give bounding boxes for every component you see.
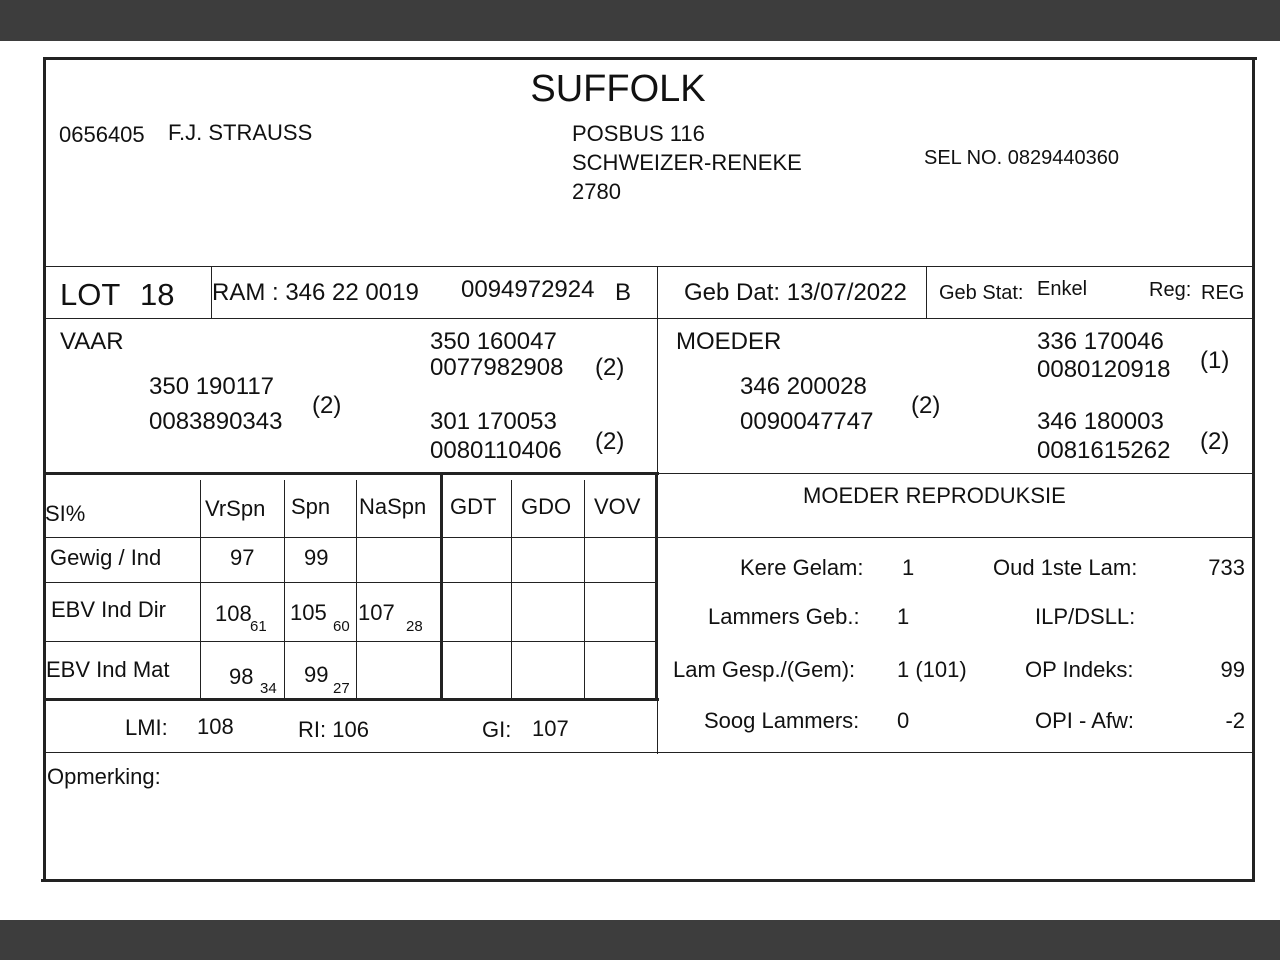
gi-label: GI: — [482, 717, 512, 742]
perf-col-line-3 — [356, 480, 357, 699]
ram-label: RAM : 346 22 0019 — [212, 279, 419, 306]
dam-dam-id: 346 180003 — [1037, 408, 1164, 435]
perf-top-right-line — [659, 473, 1254, 474]
card-border-top — [43, 57, 1257, 60]
perf-col-line-2 — [284, 480, 285, 699]
birth-status-value: Enkel — [1037, 278, 1088, 300]
perf-header-line — [45, 537, 1254, 538]
sire-dam-id: 301 170053 — [430, 408, 557, 435]
perf-header-vrspn: VrSpn — [205, 496, 266, 521]
card-border-right — [1252, 57, 1255, 882]
row-ebv-dir-naspn: 107 — [358, 600, 395, 625]
lot-label: LOT — [60, 277, 121, 312]
row-ebv-dir-vrspn: 108 — [215, 601, 252, 626]
lot-row-top-line — [45, 266, 1254, 267]
sire-dam-number: 0080110406 — [430, 437, 562, 464]
address-line-2: SCHWEIZER-RENEKE — [572, 150, 802, 175]
sel-no: SEL NO. 0829440360 — [924, 147, 1119, 169]
row-ebv-dir-spn-sub: 60 — [333, 618, 350, 635]
row-ebv-dir-naspn-sub: 28 — [406, 618, 423, 635]
row-ebv-mat-spn-sub: 27 — [333, 680, 350, 697]
birth-date: Geb Dat: 13/07/2022 — [684, 279, 907, 306]
kere-gelam-label: Kere Gelam: — [740, 555, 864, 580]
registration-label: Reg: — [1149, 279, 1192, 301]
lot-row-bottom-line — [45, 318, 1254, 319]
ram-grade: B — [615, 279, 632, 306]
lammers-geb-label: Lammers Geb.: — [708, 604, 860, 629]
address-line-1: POSBUS 116 — [572, 121, 705, 146]
soog-value: 0 — [897, 708, 910, 733]
op-indeks-label: OP Indeks: — [1025, 657, 1134, 682]
perf-row1-line — [45, 582, 657, 583]
opi-afw-value: -2 — [1225, 708, 1245, 733]
sire-number: 0083890343 — [149, 408, 283, 435]
dam-dam-code: (2) — [1200, 428, 1230, 455]
row-ebv-mat-vrspn-sub: 34 — [260, 680, 277, 697]
dam-id: 346 200028 — [740, 373, 867, 400]
sire-dam-code: (2) — [595, 428, 625, 455]
perf-top-border — [45, 472, 659, 475]
perf-col-line-4 — [440, 473, 443, 701]
lam-gesp-label: Lam Gesp./(Gem): — [673, 657, 856, 682]
perf-right-border — [655, 473, 658, 701]
perf-header-naspn: NaSpn — [359, 494, 427, 519]
card-border-left — [43, 57, 46, 882]
row-label-weight: Gewig / Ind — [50, 545, 162, 570]
dam-reproduction-title: MOEDER REPRODUKSIE — [803, 483, 1066, 508]
sire-sire-code: (2) — [595, 354, 625, 381]
breed-title: SUFFOLK — [530, 68, 706, 110]
dam-label: MOEDER — [676, 328, 782, 355]
dam-sire-code: (1) — [1200, 347, 1230, 374]
breeder-name: F.J. STRAUSS — [168, 120, 313, 145]
op-indeks-value: 99 — [1220, 657, 1245, 682]
indexes-bottom-line — [45, 752, 1254, 753]
oud-lam-value: 733 — [1208, 555, 1245, 580]
dam-sire-number: 0080120918 — [1037, 356, 1171, 383]
lmi-label: LMI: — [125, 715, 168, 740]
oud-lam-label: Oud 1ste Lam: — [993, 555, 1138, 580]
row-ebv-dir-vrspn-sub: 61 — [250, 618, 267, 635]
perf-header-vov: VOV — [594, 494, 641, 519]
perf-header-gdo: GDO — [521, 494, 572, 519]
bottom-frame-bar — [0, 920, 1280, 960]
perf-header-gdt: GDT — [450, 494, 497, 519]
lmi-value: 108 — [197, 714, 234, 739]
perf-bottom-border — [45, 698, 659, 701]
breeder-code: 0656405 — [59, 122, 145, 147]
row-ebv-mat-spn: 99 — [304, 662, 329, 687]
dam-code: (2) — [911, 392, 941, 419]
sire-label: VAAR — [60, 328, 124, 355]
gi-value: 107 — [532, 716, 569, 741]
perf-corner: SI% — [45, 501, 86, 526]
registration-value: REG — [1201, 282, 1245, 304]
row-weight-vrspn: 97 — [230, 545, 255, 570]
perf-col-line-5 — [511, 480, 512, 699]
dam-dam-number: 0081615262 — [1037, 437, 1171, 464]
row-weight-spn: 99 — [304, 545, 329, 570]
remarks-label: Opmerking: — [47, 764, 161, 789]
opi-afw-label: OPI - Afw: — [1035, 708, 1135, 733]
lammers-geb-value: 1 — [897, 604, 910, 629]
perf-header-spn: Spn — [291, 494, 331, 519]
address-line-3: 2780 — [572, 179, 621, 204]
row-label-ebv-dir: EBV Ind Dir — [51, 597, 166, 622]
sire-id: 350 190117 — [149, 373, 275, 400]
sire-sire-number: 0077982908 — [430, 354, 564, 381]
lam-gesp-value: 1 (101) — [897, 657, 967, 682]
top-frame-bar — [0, 0, 1280, 41]
row-ebv-dir-spn: 105 — [290, 600, 327, 625]
ri-value: RI: 106 — [298, 717, 369, 742]
birth-divider — [926, 266, 927, 319]
perf-row2-line — [45, 641, 657, 642]
row-label-ebv-mat: EBV Ind Mat — [46, 657, 170, 682]
perf-col-line-6 — [584, 480, 585, 699]
birth-status-label: Geb Stat: — [939, 282, 1024, 304]
dam-number: 0090047747 — [740, 408, 874, 435]
dam-sire-id: 336 170046 — [1037, 328, 1164, 355]
ram-divider — [657, 266, 658, 319]
soog-label: Soog Lammers: — [704, 708, 860, 733]
sire-code: (2) — [312, 392, 342, 419]
ilp-label: ILP/DSLL: — [1035, 604, 1136, 629]
sire-sire-id: 350 160047 — [430, 328, 557, 355]
kere-gelam-value: 1 — [902, 555, 915, 580]
lot-number: 18 — [140, 277, 175, 312]
row-ebv-mat-vrspn: 98 — [229, 664, 254, 689]
ram-id: 0094972924 — [461, 276, 595, 303]
card-border-bottom — [41, 879, 1253, 882]
perf-col-line-1 — [200, 480, 201, 699]
